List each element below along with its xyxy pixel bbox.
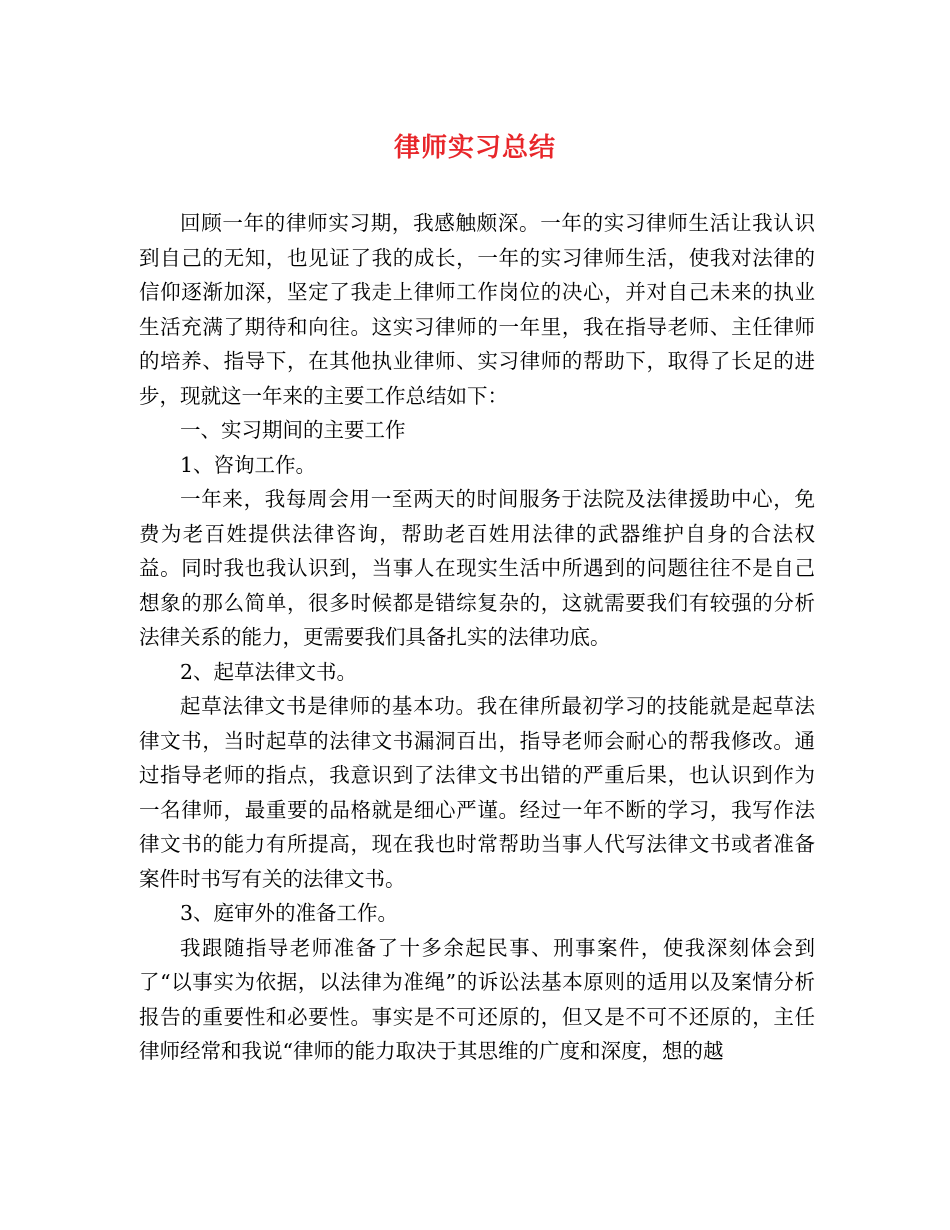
subheading-consulting: 1、咨询工作。 [180,452,317,477]
section-heading-main-work: 一、实习期间的主要工作 [180,418,406,442]
subheading-drafting: 2、起草法律文书。 [180,659,358,684]
pretrial-paragraph: 我跟随指导老师准备了十多余起民事、刑事案件，使我深刻体会到了“以事实为依据，以法律为准绳”的诉讼法基本原则的适用以及案情分析报告的重要性和必要性。事实是不可还原的，但又是不可不还原的，主任律师经常和我说“律师的能力取决于其思维的广度和深度，想的越 [139,935,815,1063]
intro-paragraph: 回顾一年的律师实习期，我感触颇深。一年的实习律师生活让我认识到自己的无知，也见证了我的成长，一年的实习律师生活，使我对法律的信仰逐渐加深，坚定了我走上律师工作岗位的决心，并对自己未来的执业生活充满了期待和向往。这实习律师的一年里，我在指导老师、主任律师的培养、指导下，在其他执业律师、实习律师的帮助下，取得了长足的进步，现就这一年来的主要工作总结如下： [139,211,815,408]
drafting-paragraph: 起草法律文书是律师的基本功。我在律所最初学习的技能就是起草法律文书，当时起草的法律文书漏洞百出，指导老师会耐心的帮我修改。通过指导老师的指点，我意识到了法律文书出错的严重后果，也认识到作为一名律师，最重要的品格就是细心严谨。经过一年不断的学习，我写作法律文书的能力有所提高，现在我也时常帮助当事人代写法律文书或者准备案件时书写有关的法律文书。 [139,694,815,891]
document-body [139,206,815,1069]
document-title: 律师实习总结 [393,133,556,163]
consulting-paragraph: 一年来，我每周会用一至两天的时间服务于法院及法律援助中心，免费为老百姓提供法律咨询，帮助老百姓用法律的武器维护自身的合法权益。同时我也我认识到，当事人在现实生活中所遇到的问题往往不是自己想象的那么简单，很多时候都是错综复杂的，这就需要我们有较强的分析法律关系的能力，更需要我们具备扎实的法律功底。 [139,487,815,649]
subheading-pretrial: 3、庭审外的准备工作。 [180,901,399,925]
